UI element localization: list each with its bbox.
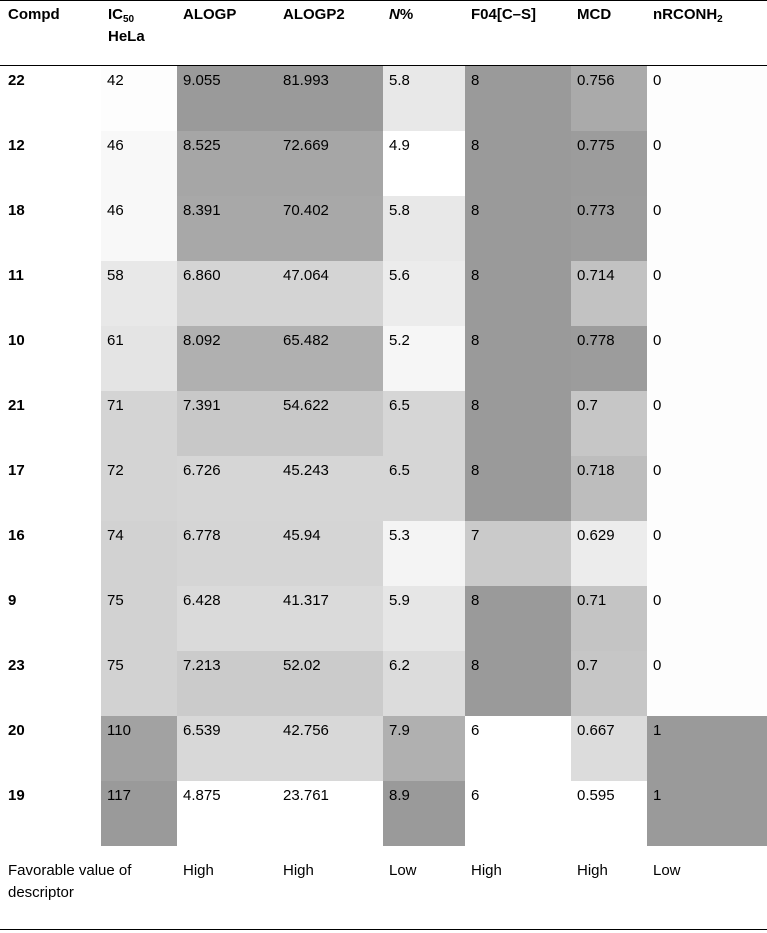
- cell-mcd: 0.71: [571, 586, 647, 651]
- cell-compd: 9: [0, 586, 101, 651]
- cell-f04: 7: [465, 521, 571, 586]
- cell-alogp2: 52.02: [277, 651, 383, 716]
- cell-alogp2: 72.669: [277, 131, 383, 196]
- cell-mcd: 0.714: [571, 261, 647, 326]
- footer-value-mcd: High: [577, 862, 608, 879]
- cell-ic50: 46: [101, 196, 177, 261]
- cell-ic50: 61: [101, 326, 177, 391]
- cell-f04: 8: [465, 586, 571, 651]
- cell-mcd: 0.778: [571, 326, 647, 391]
- header-n-percent: [389, 4, 413, 26]
- cell-f04: 8: [465, 196, 571, 261]
- cell-nrconh2: 0: [647, 391, 767, 456]
- cell-n-percent: 7.9: [383, 716, 465, 781]
- cell-compd: 20: [0, 716, 101, 781]
- cell-alogp: 8.092: [177, 326, 277, 391]
- cell-compd: 23: [0, 651, 101, 716]
- table-top-rule: [0, 0, 767, 1]
- cell-n-percent: 5.9: [383, 586, 465, 651]
- cell-n-percent: 5.8: [383, 196, 465, 261]
- cell-mcd: 0.629: [571, 521, 647, 586]
- header-f04: [471, 4, 536, 26]
- cell-nrconh2: 0: [647, 131, 767, 196]
- cell-compd: 17: [0, 456, 101, 521]
- header-nrconh2-subscript: 2: [717, 14, 723, 25]
- cell-n-percent: 6.2: [383, 651, 465, 716]
- header-alogp-text: ALOGP: [183, 6, 237, 23]
- cell-compd: 22: [0, 66, 101, 131]
- cell-ic50: 74: [101, 521, 177, 586]
- cell-alogp2: 81.993: [277, 66, 383, 131]
- footer-value-n-percent: Low: [389, 862, 417, 879]
- cell-n-percent: 5.6: [383, 261, 465, 326]
- cell-alogp: 9.055: [177, 66, 277, 131]
- cell-alogp2: 41.317: [277, 586, 383, 651]
- cell-alogp: 6.539: [177, 716, 277, 781]
- cell-alogp2: 47.064: [277, 261, 383, 326]
- cell-alogp: 8.391: [177, 196, 277, 261]
- cell-ic50: 42: [101, 66, 177, 131]
- cell-nrconh2: 0: [647, 261, 767, 326]
- cell-n-percent: 6.5: [383, 456, 465, 521]
- cell-mcd: 0.718: [571, 456, 647, 521]
- header-mcd-text: MCD: [577, 6, 612, 23]
- footer-value-alogp: High: [183, 862, 214, 879]
- cell-f04: 8: [465, 456, 571, 521]
- footer-value-nrconh2: Low: [653, 862, 681, 879]
- cell-ic50: 46: [101, 131, 177, 196]
- cell-n-percent: 5.3: [383, 521, 465, 586]
- cell-ic50: 110: [101, 716, 177, 781]
- cell-compd: 10: [0, 326, 101, 391]
- cell-nrconh2: 0: [647, 456, 767, 521]
- cell-nrconh2: 0: [647, 651, 767, 716]
- cell-ic50: 75: [101, 651, 177, 716]
- cell-nrconh2: 0: [647, 586, 767, 651]
- cell-ic50: 72: [101, 456, 177, 521]
- header-mcd: [577, 4, 611, 26]
- cell-nrconh2: 0: [647, 521, 767, 586]
- cell-f04: 6: [465, 716, 571, 781]
- cell-mcd: 0.773: [571, 196, 647, 261]
- cell-ic50: 58: [101, 261, 177, 326]
- header-nrconh2: [653, 4, 723, 26]
- cell-f04: 8: [465, 66, 571, 131]
- cell-alogp2: 45.94: [277, 521, 383, 586]
- cell-alogp: 7.213: [177, 651, 277, 716]
- table-bottom-rule: [0, 929, 767, 930]
- header-compd: [8, 4, 60, 26]
- footer-value-alogp2: High: [283, 862, 314, 879]
- header-ic50-subscript: 50: [123, 14, 135, 25]
- cell-n-percent: 4.9: [383, 131, 465, 196]
- cell-ic50: 117: [101, 781, 177, 846]
- cell-alogp: 8.525: [177, 131, 277, 196]
- cell-compd: 16: [0, 521, 101, 586]
- cell-n-percent: 5.8: [383, 66, 465, 131]
- cell-compd: 21: [0, 391, 101, 456]
- cell-f04: 8: [465, 651, 571, 716]
- header-alogp2: [283, 4, 345, 26]
- header-ic50-line2: HeLa: [108, 28, 145, 45]
- header-compd-text: Compd: [8, 6, 60, 23]
- cell-compd: 18: [0, 196, 101, 261]
- cell-alogp2: 70.402: [277, 196, 383, 261]
- cell-nrconh2: 0: [647, 326, 767, 391]
- footer-value-f04: High: [471, 862, 502, 879]
- header-f04-text: F04[C–S]: [471, 6, 537, 23]
- cell-alogp: 6.860: [177, 261, 277, 326]
- cell-n-percent: 8.9: [383, 781, 465, 846]
- cell-mcd: 0.667: [571, 716, 647, 781]
- cell-f04: 8: [465, 326, 571, 391]
- cell-mcd: 0.756: [571, 66, 647, 131]
- cell-mcd: 0.775: [571, 131, 647, 196]
- cell-n-percent: 6.5: [383, 391, 465, 456]
- cell-mcd: 0.7: [571, 651, 647, 716]
- cell-alogp: 6.778: [177, 521, 277, 586]
- header-n-percent-text: N%: [389, 6, 414, 23]
- cell-alogp: 7.391: [177, 391, 277, 456]
- header-nrconh2-text: nRCONH: [653, 6, 718, 23]
- cell-ic50: 75: [101, 586, 177, 651]
- cell-alogp2: 23.761: [277, 781, 383, 846]
- cell-alogp2: 42.756: [277, 716, 383, 781]
- cell-nrconh2: 0: [647, 196, 767, 261]
- cell-compd: 11: [0, 261, 101, 326]
- cell-f04: 8: [465, 261, 571, 326]
- cell-alogp2: 45.243: [277, 456, 383, 521]
- cell-mcd: 0.595: [571, 781, 647, 846]
- cell-alogp: 4.875: [177, 781, 277, 846]
- cell-mcd: 0.7: [571, 391, 647, 456]
- cell-ic50: 71: [101, 391, 177, 456]
- cell-n-percent: 5.2: [383, 326, 465, 391]
- footer-label: Favorable value of descriptor: [8, 862, 132, 901]
- header-alogp: [183, 4, 236, 26]
- cell-nrconh2: 1: [647, 781, 767, 846]
- cell-f04: 8: [465, 391, 571, 456]
- header-ic50: [108, 4, 145, 48]
- cell-alogp: 6.428: [177, 586, 277, 651]
- header-alogp2-text: ALOGP2: [283, 6, 345, 23]
- header-ic50-text: IC: [108, 6, 123, 23]
- cell-alogp2: 54.622: [277, 391, 383, 456]
- cell-nrconh2: 1: [647, 716, 767, 781]
- cell-compd: 12: [0, 131, 101, 196]
- cell-compd: 19: [0, 781, 101, 846]
- cell-f04: 6: [465, 781, 571, 846]
- cell-alogp2: 65.482: [277, 326, 383, 391]
- cell-nrconh2: 0: [647, 66, 767, 131]
- cell-alogp: 6.726: [177, 456, 277, 521]
- cell-f04: 8: [465, 131, 571, 196]
